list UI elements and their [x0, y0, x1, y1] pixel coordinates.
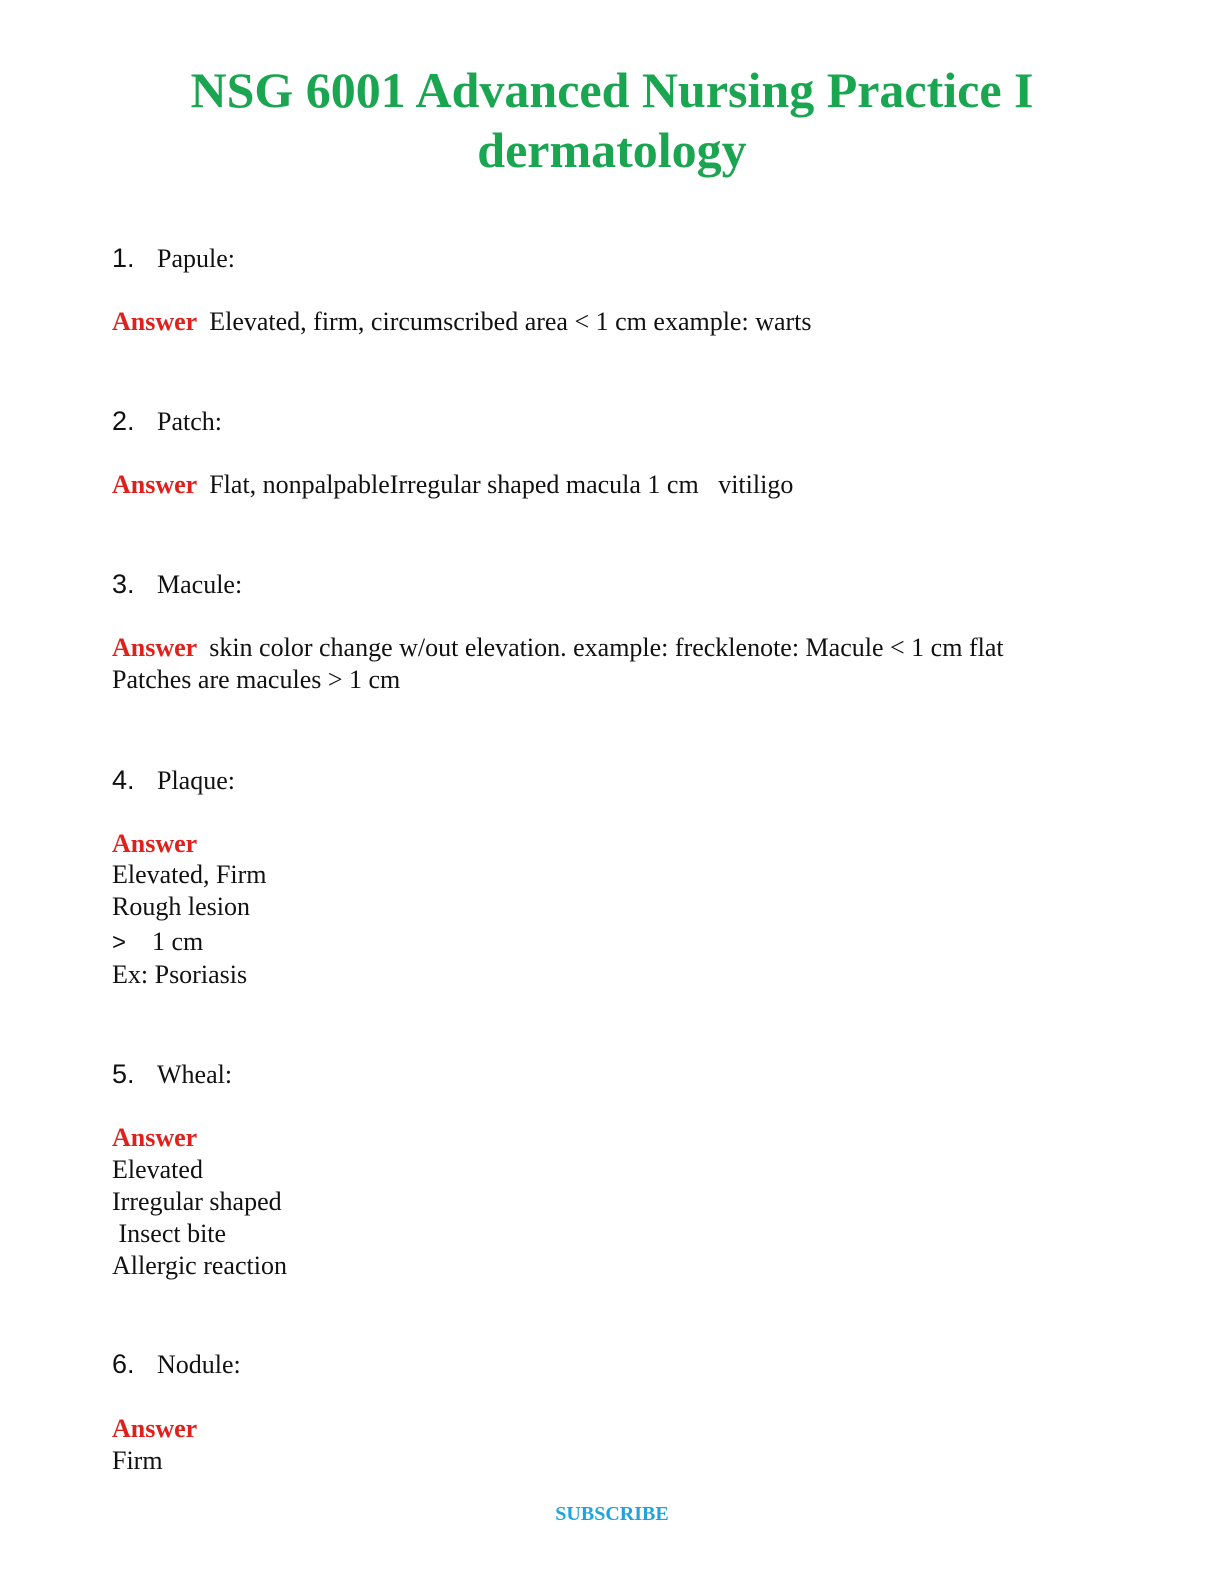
question-4 [112, 764, 235, 797]
answer-label: Answer [112, 633, 198, 662]
answer-5-label-row [112, 1122, 209, 1154]
answer-label: Answer [112, 470, 198, 499]
question-number: 1. [112, 243, 135, 273]
answer-label: Answer [112, 829, 198, 858]
document-title-line-2: dermatology [477, 122, 747, 178]
answer-3-line-2: Patches are macules > 1 cm [112, 665, 401, 694]
question-number: 2. [112, 406, 135, 436]
answer-1 [112, 306, 812, 338]
answer-5-line: Insect bite [112, 1219, 227, 1248]
answer-3 [112, 632, 1004, 664]
question-1 [112, 242, 235, 275]
question-number: 4. [112, 765, 135, 795]
answer-4-value: 1 cm [152, 927, 204, 956]
answer-4-line [112, 926, 203, 959]
answer-5-line: Elevated [112, 1155, 203, 1184]
answer-6-label-row [112, 1413, 209, 1445]
answer-6-line: Firm [112, 1446, 163, 1475]
answer-5-line: Allergic reaction [112, 1251, 287, 1280]
question-label: Patch: [157, 407, 222, 436]
question-label: Nodule: [157, 1350, 241, 1379]
question-5 [112, 1058, 232, 1091]
document-title-line-1: NSG 6001 Advanced Nursing Practice I [190, 62, 1034, 118]
answer-4-line: Ex: Psoriasis [112, 960, 248, 989]
question-2 [112, 405, 222, 438]
question-label: Plaque: [157, 766, 235, 795]
question-number: 3. [112, 569, 135, 599]
answer-4-line: Elevated, Firm [112, 860, 267, 889]
answer-4-label-row [112, 828, 209, 860]
answer-text: Elevated, firm, circumscribed area < 1 cm example: warts [209, 307, 812, 336]
answer-2 [112, 469, 793, 501]
question-number: 6. [112, 1349, 135, 1379]
answer-5-line: Irregular shaped [112, 1187, 282, 1216]
answer-text: skin color change w/out elevation. example: frecklenote: Macule < 1 cm flat [209, 633, 1004, 662]
answer-label: Answer [112, 1123, 198, 1152]
question-label: Macule: [157, 570, 243, 599]
answer-4-line: Rough lesion [112, 892, 250, 921]
answer-label: Answer [112, 1414, 198, 1443]
question-6 [112, 1348, 241, 1381]
greater-than-symbol: > [112, 929, 127, 956]
question-label: Papule: [157, 244, 235, 273]
subscribe-link[interactable]: SUBSCRIBE [555, 1503, 669, 1525]
question-label: Wheal: [157, 1060, 233, 1089]
question-3 [112, 568, 242, 601]
answer-label: Answer [112, 307, 198, 336]
answer-text: Flat, nonpalpableIrregular shaped macula 1 cm vitiligo [209, 470, 794, 499]
question-number: 5. [112, 1059, 135, 1089]
